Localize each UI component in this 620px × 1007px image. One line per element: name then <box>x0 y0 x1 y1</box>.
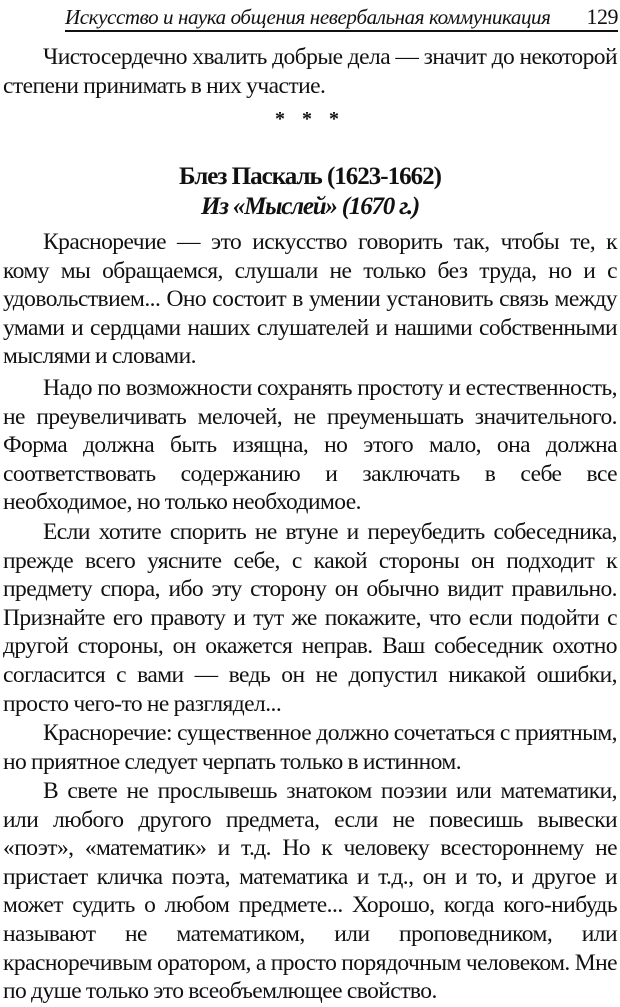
paragraph: Красноречие — это искусство говорить так, чтобы те, к кому мы обращаемся, слушали не только без труда, но и с удовольствием... Оно состоит в умении установить связь между умами и сердцами наших слушателей и нашими собственными мыслями и словами. <box>3 229 617 370</box>
section-paragraph-4 <box>3 719 617 776</box>
section-paragraph-5 <box>3 777 617 1006</box>
section-paragraph-2 <box>3 374 617 517</box>
running-header <box>65 2 618 32</box>
page-number: 129 <box>586 4 618 29</box>
paragraph: В свете не прослывешь знатоком поэзии или математики, или любого другого предмета, если не повесишь вывески «поэт», «математик» и т.д. Но к человеку всестороннему не пристает кличка поэта, математика и т.д., он и то, и другое и может судить о любом предмете... Хорошо, когда кого-нибудь называют не математиком, или проповедником, или красноречивым оратором, а просто порядочным человеком. Мне по душе только это всеобъемлющее свойство. <box>3 778 617 1005</box>
section-heading-source: Из «Мыслей» (1670 г.) <box>200 193 420 220</box>
section-paragraph-3 <box>3 518 617 718</box>
paragraph: Если хотите спорить не втуне и переубедить собеседника, прежде всего уясните себе, с какой стороны он подходит к предмету спора, ибо эту сторону он обычно видит правильно. Признайте его правоту и тут же покажите, что если подойти с другой стороны, он окажется неправ. Ваш собеседник охотно согласится с вами — ведь он не допустил никакой ошибки, просто чего-то не разглядел... <box>3 519 617 717</box>
section-heading-author: Блез Паскаль (1623-1662) <box>179 163 441 190</box>
section-paragraph-1 <box>3 228 617 371</box>
intro-block <box>3 43 617 100</box>
paragraph: Чистосердечно хвалить добрые дела — значит до некоторой степени принимать в них участие. <box>3 44 617 99</box>
paragraph: Красноречие: существенное должно сочетаться с приятным, но приятное следует черпать только в истинном. <box>3 720 617 775</box>
paragraph: Надо по возможности сохранять простоту и естественность, не преувеличивать мелочей, не преуменьшать значительного. Форма должна быть изящна, но этого мало, она должна соответствовать содержанию и заключать в себе все необходимое, но только необходимое. <box>3 375 617 516</box>
section-separator: * * * <box>275 108 345 130</box>
running-header-title: Искусство и наука общения невербальная коммуникация <box>65 5 551 29</box>
